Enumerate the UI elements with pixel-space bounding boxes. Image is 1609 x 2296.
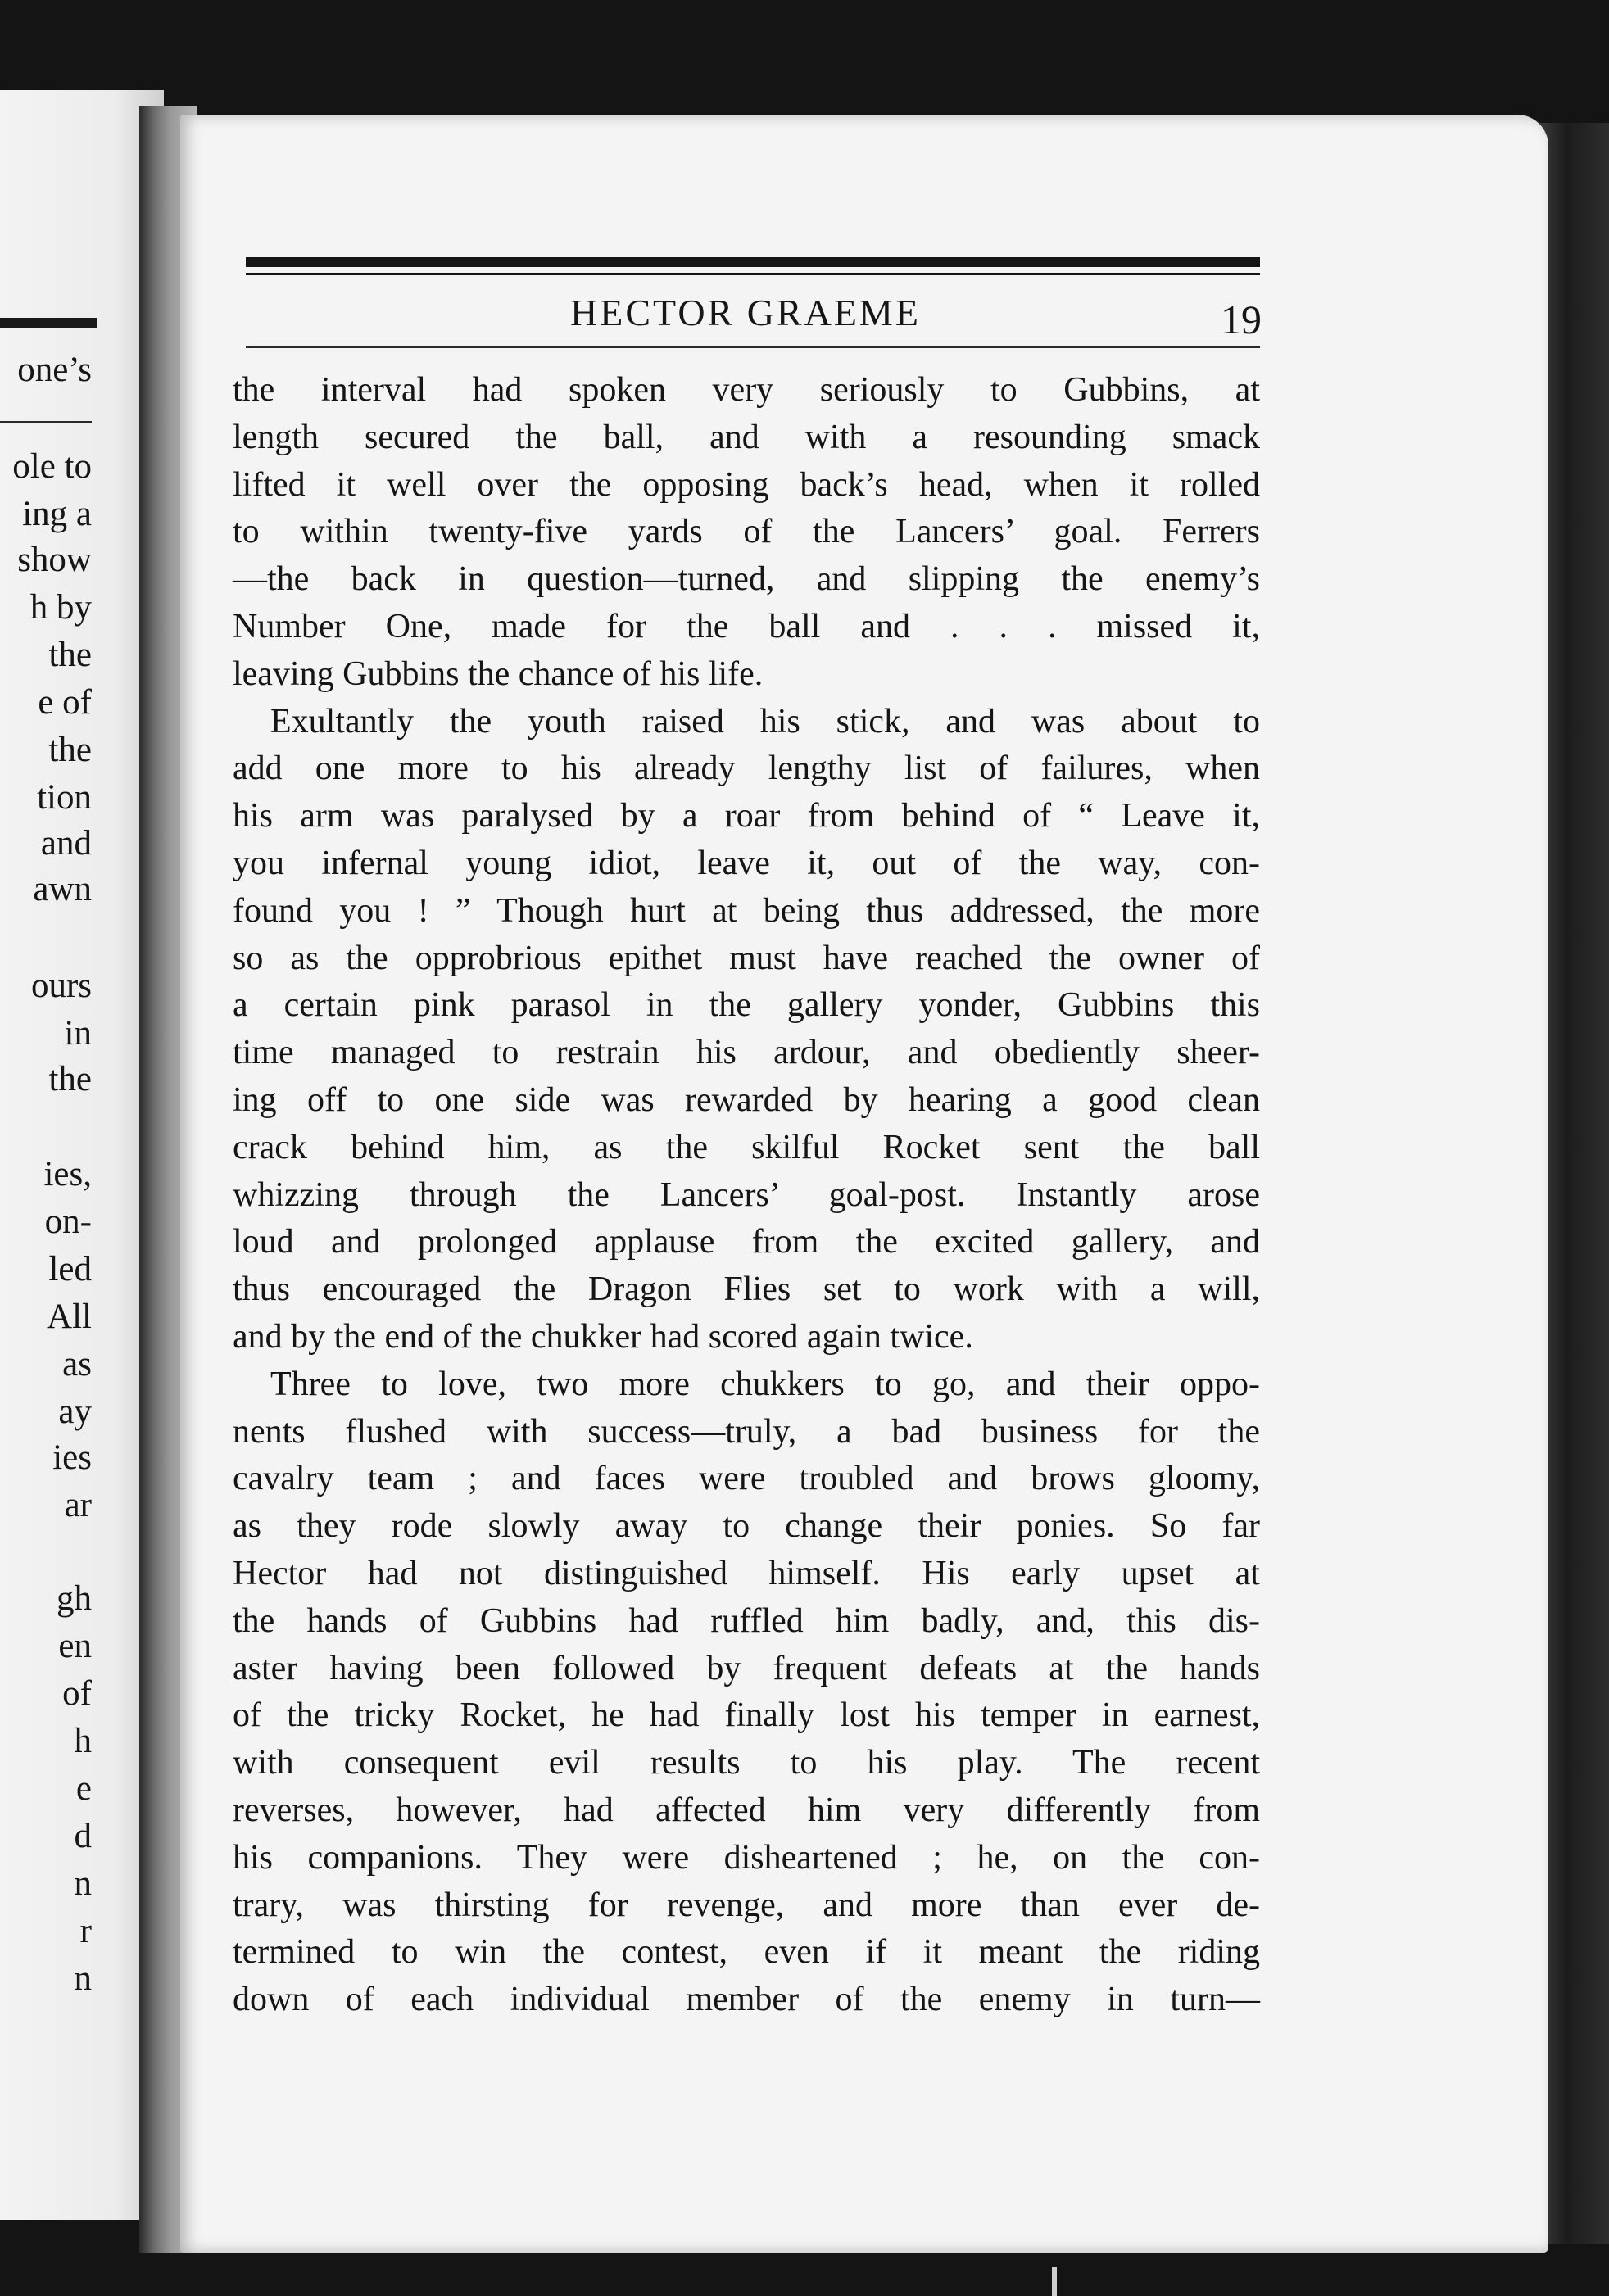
text-line: and by the end of the chukker had scored again twice.	[233, 1317, 973, 1356]
text-line: of the tricky Rocket, he had finally lost his temper in earnest,	[233, 1696, 1260, 1735]
scan-artifact-mark	[1052, 2267, 1057, 2296]
previous-page-text-fragment: the	[48, 636, 92, 674]
text-line: whizzing through the Lancers’ goal-post. Instantly arose	[233, 1175, 1260, 1214]
text-line: down of each individual member of the enemy in turn—	[233, 1981, 1260, 2019]
text-line: his companions. They were disheartened ; he, on the con-	[233, 1838, 1260, 1877]
text-line: Three to love, two more chukkers to go, and their oppo-	[270, 1365, 1260, 1403]
page-edge-shadow	[1539, 123, 1609, 2244]
previous-page-text-fragment: n	[74, 1864, 92, 1903]
previous-page-text-fragment: awn	[33, 870, 92, 908]
text-line: ing off to one side was rewarded by hearing a good clean	[233, 1080, 1260, 1119]
previous-page-text-fragment: the	[48, 1060, 92, 1098]
previous-page-text-fragment: led	[48, 1250, 92, 1288]
header-rule-bottom	[246, 346, 1260, 348]
text-line: found you ! ” Though hurt at being thus addressed, the more	[233, 891, 1260, 930]
previous-page-text-fragment: show	[17, 541, 92, 579]
previous-page-text-fragment: of	[62, 1674, 92, 1713]
previous-page-text-fragment: ies	[52, 1438, 92, 1477]
text-line: length secured the ball, and with a resounding smack	[233, 418, 1260, 456]
text-line: so as the opprobrious epithet must have reached the owner of	[233, 939, 1260, 977]
previous-page-text-fragment: on-	[44, 1202, 92, 1241]
previous-page-text-fragment: as	[62, 1345, 92, 1383]
text-line: trary, was thirsting for revenge, and more than ever de-	[233, 1886, 1260, 1924]
text-line: aster having been followed by frequent defeats at the hands	[233, 1649, 1260, 1687]
text-line: leaving Gubbins the chance of his life.	[233, 654, 764, 693]
text-line: Exultantly the youth raised his stick, and was about to	[270, 702, 1260, 740]
previous-page-text-fragment: en	[58, 1627, 92, 1665]
previous-page-text-fragment: e	[75, 1769, 92, 1808]
text-line: termined to win the contest, even if it meant the riding	[233, 1933, 1260, 1972]
previous-page-text-fragment: d	[74, 1817, 92, 1855]
previous-page-text-fragment: one’s	[17, 351, 92, 389]
text-line: with consequent evil results to his play. The recent	[233, 1744, 1260, 1782]
text-line: you infernal young idiot, leave it, out of the way, con-	[233, 844, 1260, 882]
previous-page-text-fragment: and	[40, 824, 92, 863]
previous-page-text-fragment: tion	[37, 778, 92, 817]
text-line: cavalry team ; and faces were troubled and brows gloomy,	[233, 1460, 1260, 1498]
previous-page-text-fragment: r	[79, 1912, 92, 1950]
previous-page-text-fragment: gh	[57, 1579, 92, 1618]
text-line: —the back in question—turned, and slipping the enemy’s	[233, 560, 1260, 599]
text-line: as they rode slowly away to change their ponies. So far	[233, 1507, 1260, 1546]
text-line: Hector had not distinguished himself. His early upset at	[233, 1554, 1260, 1592]
previous-page-header-rule	[0, 318, 97, 328]
previous-page-text-fragment: All	[47, 1297, 92, 1336]
previous-page-text-fragment: ing a	[22, 495, 92, 533]
previous-page-text-fragment: the	[48, 731, 92, 769]
previous-page-text-fragment: h by	[29, 588, 92, 627]
text-line: add one more to his already lengthy list of failures, when	[233, 749, 1260, 788]
previous-page-text-fragment: n	[74, 1959, 92, 1998]
text-line: nents flushed with success—truly, a bad business for the	[233, 1412, 1260, 1451]
text-line: the hands of Gubbins had ruffled him badly, and, this dis-	[233, 1601, 1260, 1640]
text-line: crack behind him, as the skilful Rocket sent the ball	[233, 1128, 1260, 1166]
previous-page-text-fragment: ours	[30, 967, 92, 1005]
text-line: lifted it well over the opposing back’s head, when it rolled	[233, 465, 1260, 504]
text-line: Number One, made for the ball and . . . missed it,	[233, 607, 1260, 645]
running-head-title: HECTOR GRAEME	[570, 292, 921, 333]
header-rule-thick	[246, 257, 1260, 267]
body-text	[233, 367, 1260, 2024]
text-line: the interval had spoken very seriously to Gubbins, at	[233, 371, 1260, 409]
previous-page-text-fragment: ar	[64, 1486, 92, 1524]
previous-page-text-fragment: in	[64, 1014, 92, 1053]
text-line: thus encouraged the Dragon Flies set to work with a will,	[233, 1270, 1260, 1309]
previous-page-text-fragment: ole to	[12, 447, 92, 486]
text-line: loud and prolonged applause from the excited gallery, and	[233, 1223, 1260, 1261]
text-line: his arm was paralysed by a roar from behind of “ Leave it,	[233, 797, 1260, 836]
text-line: time managed to restrain his ardour, and obediently sheer-	[233, 1034, 1260, 1072]
text-line: reverses, however, had affected him very differently from	[233, 1791, 1260, 1829]
previous-page-text-fragment: ies,	[43, 1155, 92, 1193]
previous-page-text-fragment: e of	[38, 683, 92, 722]
text-line: to within twenty-five yards of the Lancers’ goal. Ferrers	[233, 513, 1260, 551]
previous-page-thin-rule	[0, 421, 92, 423]
text-line: a certain pink parasol in the gallery yonder, Gubbins this	[233, 986, 1260, 1025]
page-number: 19	[1221, 297, 1262, 342]
previous-page-text-fragment: ay	[58, 1393, 92, 1431]
previous-page-text-fragment: h	[74, 1722, 92, 1760]
header-rule-thin	[246, 273, 1260, 275]
